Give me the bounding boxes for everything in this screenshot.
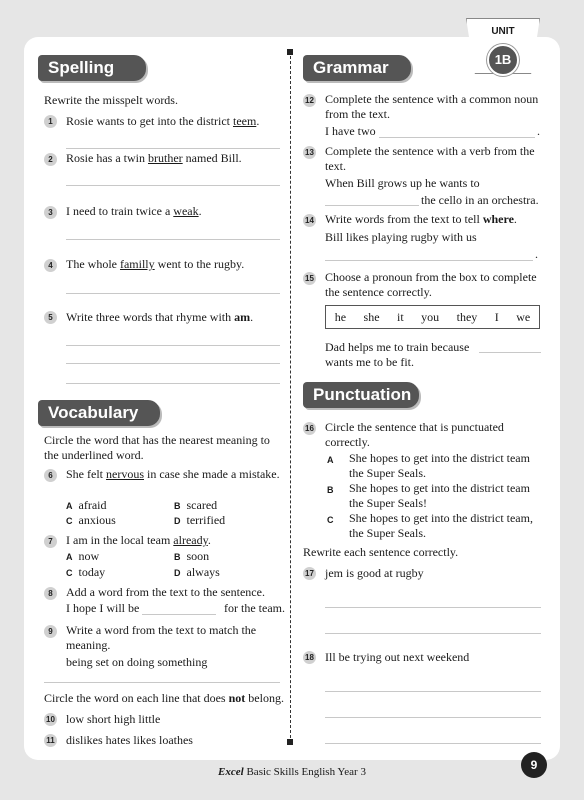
grammar-header: Grammar [303,55,411,81]
option-b[interactable]: B soon [174,549,210,563]
answer-blank[interactable] [325,205,419,206]
answer-line[interactable] [325,260,533,261]
question-11[interactable]: dislikes hates likes loathes [66,733,193,747]
q14-end: . [535,247,538,261]
option-a[interactable]: A now [66,549,100,563]
q9-meaning: being set on doing something [66,655,208,669]
q15-sentence-end: wants me to be fit. [325,355,414,369]
option-letter: A [327,455,334,465]
answer-line[interactable] [66,363,280,364]
pronoun-option[interactable]: she [363,309,380,324]
vocabulary-header: Vocabulary [38,400,160,426]
question-number: 2 [44,153,57,166]
question-number: 5 [44,311,57,324]
spelling-header: Spelling [38,55,146,81]
badge-unit-label: UNIT [491,26,515,37]
question-number: 9 [44,625,57,638]
answer-line[interactable] [325,633,541,634]
pronoun-option[interactable]: we [516,309,531,324]
question-12: Complete the sentence with a common noun from the text. [325,92,539,121]
footer-title: Basic Skills English Year 3 [243,766,366,778]
question-16: Circle the sentence that is punctuated correctly. [325,420,504,449]
q8-sentence-start: I hope I will be [66,601,140,615]
question-number: 18 [303,651,316,664]
question-6: She felt nervous in case she made a mistake. [66,467,280,481]
option-b[interactable]: She hopes to get into the district team the Super Seals! [349,481,530,510]
pronoun-option[interactable]: it [397,309,404,324]
answer-line[interactable] [66,239,280,240]
answer-line[interactable] [44,682,280,683]
q14-sentence: Bill likes playing rugby with us [325,230,477,244]
question-18: Ill be trying out next weekend [325,650,470,664]
option-a[interactable]: She hopes to get into the district team the Super Seals. [349,451,530,480]
question-14: Write words from the text to tell where. [325,212,517,226]
answer-blank[interactable] [379,137,535,138]
option-d[interactable]: D terrified [174,513,226,527]
question-number: 16 [303,422,316,435]
punctuation-instruction: Rewrite each sentence correctly. [303,545,459,559]
vocabulary-instruction-2: Circle the word on each line that does not belong. [44,691,284,705]
question-7: I am in the local team already. [66,533,211,547]
question-number: 13 [303,146,316,159]
question-number: 12 [303,94,316,107]
question-number: 8 [44,587,57,600]
question-number: 11 [44,734,57,747]
q12-end: . [537,124,540,138]
unit-badge [466,18,540,100]
answer-line[interactable] [325,717,541,718]
question-number: 4 [44,259,57,272]
pronoun-box [325,305,540,329]
question-15: Choose a pronoun from the box to complete the sentence correctly. [325,270,537,299]
answer-line[interactable] [66,345,280,346]
question-number: 15 [303,272,316,285]
question-number: 10 [44,713,57,726]
option-c[interactable]: She hopes to get into the district team, the Super Seals. [349,511,533,540]
question-17: jem is good at rugby [325,566,424,580]
answer-line[interactable] [66,148,280,149]
question-number: 3 [44,206,57,219]
question-number: 14 [303,214,316,227]
question-8: Add a word from the text to the sentence. [66,585,265,599]
pronoun-option[interactable]: he [334,309,347,324]
question-13: Complete the sentence with a verb from the text. [325,144,535,173]
question-number: 1 [44,115,57,128]
answer-blank[interactable] [142,614,216,615]
punctuation-header: Punctuation [303,382,419,408]
footer [0,766,584,778]
pronoun-option[interactable]: I [494,309,499,324]
answer-line[interactable] [66,293,280,294]
option-c[interactable]: C today [66,565,106,579]
divider-dot-top [287,49,293,55]
option-a[interactable]: A afraid [66,498,107,512]
question-number: 17 [303,567,316,580]
option-d[interactable]: D always [174,565,220,579]
question-1: Rosie wants to get into the district teem. [66,114,260,128]
column-divider [290,51,291,743]
footer-brand: Excel [218,766,244,778]
spelling-instruction: Rewrite the misspelt words. [44,93,178,107]
divider-dot-bottom [287,739,293,745]
answer-blank[interactable] [479,352,541,353]
question-2: Rosie has a twin bruther named Bill. [66,151,242,165]
page-number: 9 [521,752,547,778]
pronoun-option[interactable]: they [456,309,478,324]
worksheet-page [24,37,560,760]
question-5: Write three words that rhyme with am. [66,310,254,324]
pronoun-option[interactable]: you [421,309,440,324]
badge-unit-code: 1B [487,44,519,76]
question-10[interactable]: low short high little [66,712,161,726]
answer-line[interactable] [66,185,280,186]
question-9: Write a word from the text to match the meaning. [66,623,257,652]
question-number: 6 [44,469,57,482]
answer-line[interactable] [325,691,541,692]
q13-sentence: When Bill grows up he wants to [325,176,480,190]
vocabulary-instruction: Circle the word that has the nearest meaning to the underlined word. [44,433,270,462]
q15-sentence: Dad helps me to train because [325,340,470,354]
question-3: I need to train twice a weak. [66,204,202,218]
q13-sentence-end: the cello in an orchestra. [421,193,539,207]
option-letter: C [327,515,334,525]
q12-sentence: I have two [325,124,376,138]
question-4: The whole familly went to the rugby. [66,257,245,271]
q8-sentence-end: for the team. [224,601,285,615]
question-number: 7 [44,535,57,548]
answer-line[interactable] [325,743,541,744]
answer-line[interactable] [66,383,280,384]
option-c[interactable]: C anxious [66,513,116,527]
option-b[interactable]: B scared [174,498,218,512]
answer-line[interactable] [325,607,541,608]
option-letter: B [327,485,334,495]
